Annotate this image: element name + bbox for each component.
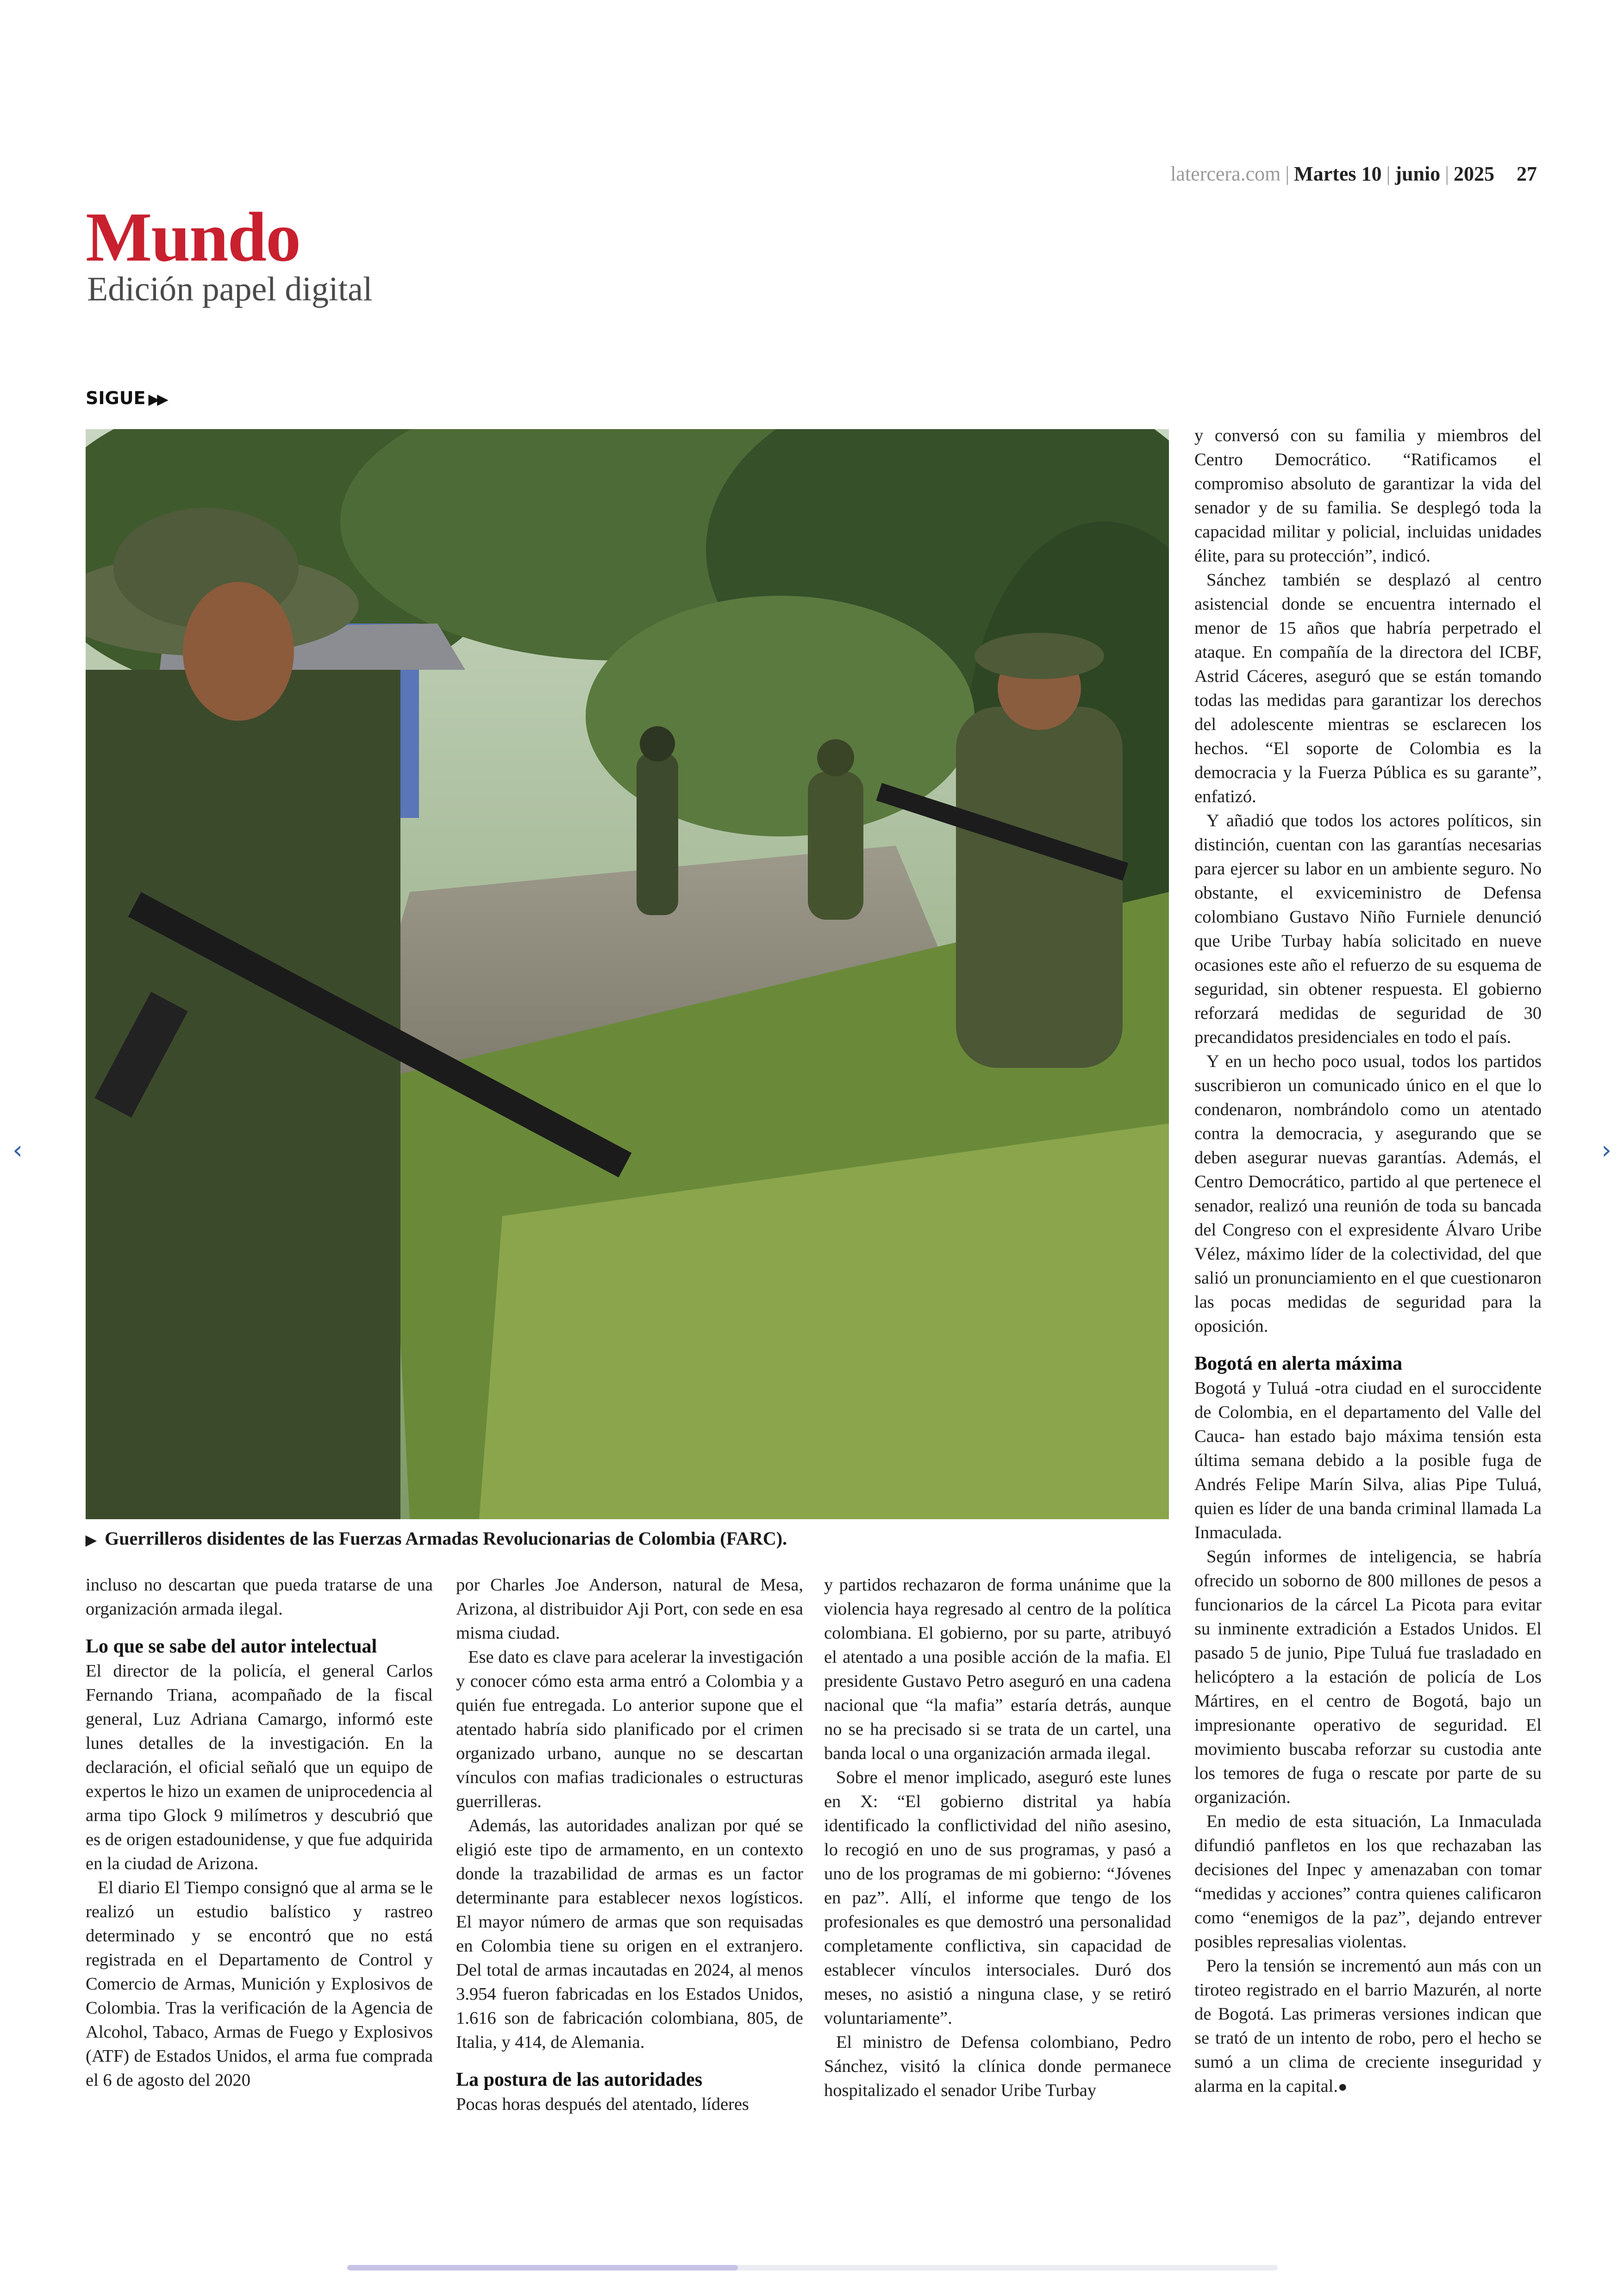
paragraph bbox=[1194, 1954, 1542, 2099]
header-separator: | bbox=[1445, 162, 1449, 185]
paragraph: y conversó con su familia y miembros del Centro Democrático. “Ratificamos el compromiso absoluto de garantizar la vida del senador y de su familia. Se desplegó toda la capacidad militar y policial, incluidas unidades élite, para su protección”, indicó. bbox=[1194, 426, 1542, 566]
end-mark-icon: ● bbox=[1337, 2078, 1348, 2095]
article-photo bbox=[86, 429, 1169, 1519]
double-triangle-right-icon: ▶▶ bbox=[148, 390, 166, 408]
continue-text: SIGUE bbox=[86, 388, 146, 408]
paragraph: Además, las autoridades analizan por qué se eligió este tipo de armamento, en un contexto donde la trazabilidad de armas es un factor determinante para establecer nexos logísticos. El mayor número de armas que son requisadas en Colombia tiene su origen en el extranjero. Del total de armas incautadas en 2024, al menos 3.954 fueron fabricadas en los Estados Unidos, 1.616 son de fabricación colombiana, 805, de Italia, y 414, de Alemania. bbox=[456, 1816, 803, 2052]
photo-illustration bbox=[86, 429, 1169, 1519]
caption-triangle-icon: ▶ bbox=[86, 1533, 97, 1548]
paragraph: Y en un hecho poco usual, todos los partidos suscribieron un comunicado único en el que lo condenaron, nombrándolo como un atentado contra la democracia, y asegurando que se deben asegurar nuevas garantías. Además, el Centro Democrático, partido al que pertenece el senador, realizó una reunión de toda su bancada del Congreso con el expresidente Álvaro Uribe Vélez, máximo líder de la colectividad, del que salió un pronunciamiento en el que cuestionaron las pocas medidas de seguridad para la oposición. bbox=[1194, 1052, 1542, 1336]
paragraph: Sobre el menor implicado, aseguró este lunes en X: “El gobierno distrital ya había identificado la conflictividad del niño asesino, lo recogió en uno de sus programas, y pasó a uno de los programas de mi gobierno: “Jóvenes en paz”. Allí, el informe que tengo de los profesionales es que demostró una personalidad completamente conflictiva, sin capacidad de establecer vínculos intersociales. Duró dos meses, no asistió a ninguna clase, y se retiró voluntariamente”. bbox=[824, 1768, 1171, 2028]
paragraph: En medio de esta situación, La Inmaculada difundió panfletos en los que rechazaban las decisiones del Inpec y amenazaban con tomar “medidas y acciones” contra quienes calificaron como “enemigos de la paz”, dejando entrever posibles represalias violentas. bbox=[1194, 1812, 1542, 1952]
chevron-right-icon[interactable]: › bbox=[1601, 1135, 1612, 1165]
subheading: Lo que se sabe del autor intelectual bbox=[86, 1636, 377, 1657]
caption-text: Guerrilleros disidentes de las Fuerzas Armadas Revolucionarias de Colombia (FARC). bbox=[105, 1528, 787, 1549]
page-progress-bar[interactable] bbox=[347, 2265, 1278, 2270]
photo-caption bbox=[86, 1528, 1178, 1549]
page-progress-fill bbox=[347, 2265, 738, 2270]
subheading: La postura de las autoridades bbox=[456, 2069, 703, 2090]
header-month: junio bbox=[1395, 162, 1441, 185]
header-date: Martes 10 bbox=[1294, 162, 1382, 185]
site-name: latercera.com bbox=[1170, 162, 1281, 185]
chevron-left-icon[interactable]: ‹ bbox=[12, 1135, 23, 1165]
edition-subtitle: Edición papel digital bbox=[87, 270, 373, 308]
subheading: Bogotá en alerta máxima bbox=[1194, 1353, 1403, 1374]
paragraph: incluso no descartan que pueda tratarse de una organización armada ilegal. bbox=[86, 1575, 433, 1619]
paragraph: El ministro de Defensa colombiano, Pedro Sánchez, visitó la clínica donde permanece hospitalizado el senador Uribe Turbay bbox=[824, 2033, 1171, 2100]
paragraph: Ese dato es clave para acelerar la investigación y conocer cómo esta arma entró a Colombia y a quién fue entregada. Lo anterior supone que el atentado habría sido planificado por el crimen organizado urbano, aunque no se descartan vínculos con mafias tradicionales o estructuras guerrilleras. bbox=[456, 1647, 803, 1811]
header-separator: | bbox=[1386, 162, 1391, 185]
paragraph: Según informes de inteligencia, se habría ofrecido un soborno de 800 millones de pesos a funcionarios de la cárcel La Picota para evitar su inminente extradición a Estados Unidos. El pasado 5 de junio, Pipe Tuluá fue trasladado en helicóptero a la estación de policía de Los Mártires, en el centro de Bogotá, bajo un impresionante operativo de seguridad. El movimiento buscaba reforzar su custodia ante los temores de fuga o rescate por parte de su organización. bbox=[1194, 1547, 1542, 1807]
paragraph: Y añadió que todos los actores políticos, sin distinción, cuentan con las garantías necesarias para ejercer su labor en un ambiente seguro. No obstante, el exviceministro de Defensa colombiano Gustavo Niño Furniele denunció que Uribe Turbay había solicitado en nueve ocasiones este año el refuerzo de su esquema de seguridad, sin obtener respuesta. El gobierno reforzará medidas de seguridad de 30 precandidatos presidenciales en todo el país. bbox=[1194, 811, 1542, 1047]
section-title: Mundo bbox=[86, 198, 300, 276]
page-header bbox=[1143, 162, 1537, 186]
article-column-2 bbox=[456, 1573, 803, 2116]
paragraph: El diario El Tiempo consignó que al arma se le realizó un estudio balístico y rastreo determinado y se encontró que no está registrada en el Departamento de Control y Comercio de Armas, Munición y Explosivos de Colombia. Tras la verificación de la Agencia de Alcohol, Tabaco, Armas de Fuego y Explosivos (ATF) de Estados Unidos, el arma fue comprada el 6 de agosto del 2020 bbox=[86, 1878, 433, 2090]
article-column-4 bbox=[1194, 424, 1542, 2099]
paragraph: Pocas horas después del atentado, líderes bbox=[456, 2095, 749, 2114]
header-separator: | bbox=[1285, 162, 1290, 185]
paragraph: y partidos rechazaron de forma unánime que la violencia haya regresado al centro de la política colombiana. El gobierno, por su parte, atribuyó el atentado a una posible acción de la mafia. El presidente Gustavo Petro aseguró en una cadena nacional que “la mafia” estaría detrás, aunque no se ha precisado si se trata de un cartel, una banda local o una organización armada ilegal. bbox=[824, 1575, 1171, 1763]
article-column-3 bbox=[824, 1573, 1171, 2102]
page-number: 27 bbox=[1517, 162, 1537, 185]
paragraph: El director de la policía, el general Carlos Fernando Triana, acompañado de la fiscal general, Luz Adriana Camargo, informó este lunes detalles de la investigación. En la declaración, el oficial señaló que un equipo de expertos le hizo un examen de uniprocedencia al arma tipo Glock 9 milímetros y descubrió que es de origen estadounidense, y que fue adquirida en la ciudad de Arizona. bbox=[86, 1661, 433, 1873]
article-column-1 bbox=[86, 1573, 433, 2092]
continue-label bbox=[86, 388, 166, 408]
header-year: 2025 bbox=[1454, 162, 1494, 185]
paragraph: Sánchez también se desplazó al centro asistencial donde se encuentra internado el menor de 15 años que habría perpetrado el ataque. En compañía de la directora del ICBF, Astrid Cáceres, aseguró que se están tomando todas las medidas para garantizar los derechos del adolescente mientras se esclarecen los hechos. “El soporte de Colombia es la democracia y la Fuerza Pública es su garante”, enfatizó. bbox=[1194, 570, 1542, 806]
paragraph-text: Pero la tensión se incrementó aun más con un tiroteo registrado en el barrio Mazurén, al norte de Bogotá. Las primeras versiones indican que se trató de un intento de robo, pero el hecho se sumó a un clima de creciente inseguridad y alarma en la capital. bbox=[1194, 1956, 1542, 2096]
paragraph: por Charles Joe Anderson, natural de Mesa, Arizona, al distribuidor Aji Port, con sede en esa misma ciudad. bbox=[456, 1575, 803, 1643]
paragraph: Bogotá y Tuluá -otra ciudad en el suroccidente de Colombia, en el departamento del Valle del Cauca- han estado bajo máxima tensión esta última semana debido a la posible fuga de Andrés Felipe Marín Silva, alias Pipe Tuluá, quien es líder de una banda criminal llamada La Inmaculada. bbox=[1194, 1378, 1542, 1542]
